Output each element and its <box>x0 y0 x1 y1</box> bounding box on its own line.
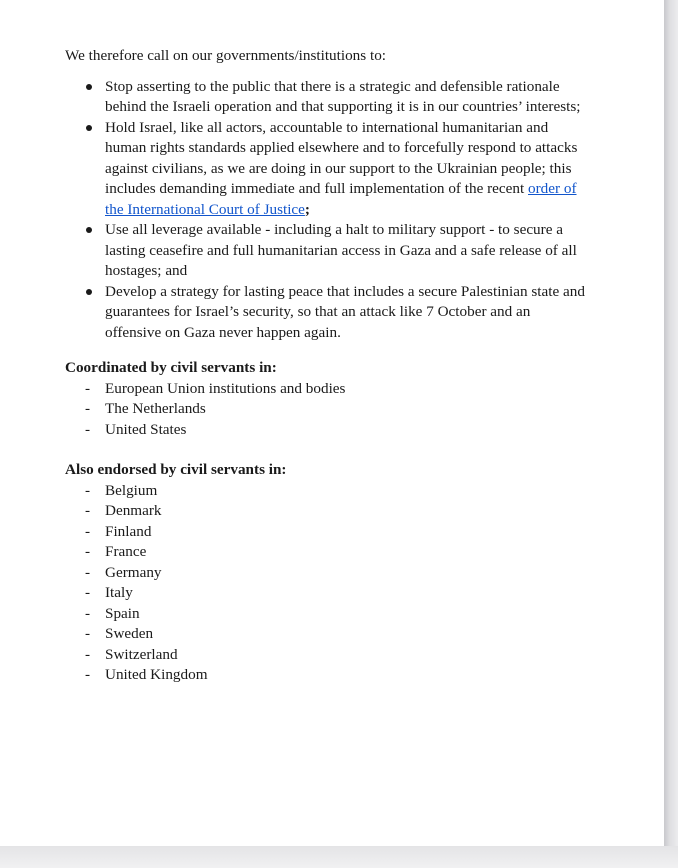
bullet-icon <box>86 289 92 295</box>
list-item <box>65 399 585 420</box>
demand-item <box>65 77 585 118</box>
list-item <box>65 563 585 584</box>
dash-marker: - <box>85 400 91 417</box>
endorsed-list <box>65 481 585 686</box>
list-item <box>65 542 585 563</box>
list-item <box>65 645 585 666</box>
dash-marker: - <box>85 645 91 663</box>
list-item-text: Finland <box>105 522 152 540</box>
dash-marker: - <box>85 584 91 601</box>
bullet-icon <box>86 84 92 90</box>
bullet-icon <box>86 227 92 233</box>
dash-marker: - <box>85 481 91 499</box>
list-item-text: Denmark <box>105 502 162 519</box>
list-item-text: European Union institutions and bodies <box>105 379 346 397</box>
list-item <box>65 624 585 645</box>
list-item-text: Switzerland <box>105 645 178 663</box>
list-item-text: United States <box>105 420 187 438</box>
demand-item <box>65 220 585 282</box>
list-item <box>65 501 585 522</box>
list-item-text: The Netherlands <box>105 400 206 417</box>
list-item-text: Sweden <box>105 625 154 642</box>
list-item <box>65 604 585 625</box>
demand-text: Hold Israel, like all actors, accountable to international humanitarian and human rights standards applied elsewhere and to forcefully respond to attacks against civilians, as we are doing in our support to the Ukrainian people; this includes demanding immediate and full implementation of the recent <box>105 118 578 197</box>
list-item-text: United Kingdom <box>105 666 208 683</box>
list-item-text: Spain <box>105 604 140 622</box>
endorsed-heading: Also endorsed by civil servants in: <box>65 461 287 478</box>
page-bottom-shadow <box>0 846 678 868</box>
list-item <box>65 481 585 502</box>
demands-list <box>65 77 585 344</box>
demand-text: Use all leverage available - including a halt to military support - to secure a lasting ceasefire and full humanitarian access in Gaza and a safe release of all hostages; and <box>105 221 577 279</box>
dash-marker: - <box>85 666 91 683</box>
dash-marker: - <box>85 379 91 397</box>
list-item <box>65 583 585 604</box>
intro-paragraph: We therefore call on our governments/institutions to: <box>65 47 387 64</box>
list-item-text: France <box>105 543 147 560</box>
list-item <box>65 379 585 400</box>
demand-item <box>65 282 585 344</box>
page-edge-shadow <box>664 0 678 868</box>
dash-marker: - <box>85 625 91 642</box>
list-item-text: Belgium <box>105 481 158 499</box>
bullet-icon <box>86 125 92 131</box>
list-item <box>65 420 585 441</box>
list-item <box>65 522 585 543</box>
demand-text: Develop a strategy for lasting peace that includes a secure Palestinian state and guarantees for Israel’s security, so that an attack like 7 October and an offensive on Gaza never happen again. <box>105 282 585 341</box>
demand-text: Stop asserting to the public that there is a strategic and defensible rationale behind the Israeli operation and that supporting it is in our countries’ interests; <box>105 77 581 115</box>
dash-marker: - <box>85 502 91 519</box>
list-item <box>65 665 585 686</box>
document-body <box>65 46 585 686</box>
dash-marker: - <box>85 420 91 438</box>
demand-item <box>65 118 585 221</box>
list-item-text: Italy <box>105 584 133 601</box>
dash-marker: - <box>85 604 91 622</box>
dash-marker: - <box>85 563 91 581</box>
icj-order-link[interactable]: order of the International Court of Justice <box>105 180 577 218</box>
dash-marker: - <box>85 543 91 560</box>
coordinated-heading: Coordinated by civil servants in: <box>65 359 277 376</box>
demand-text-end: ; <box>304 200 310 218</box>
coordinated-list <box>65 379 585 441</box>
dash-marker: - <box>85 522 91 540</box>
list-item-text: Germany <box>105 563 162 581</box>
